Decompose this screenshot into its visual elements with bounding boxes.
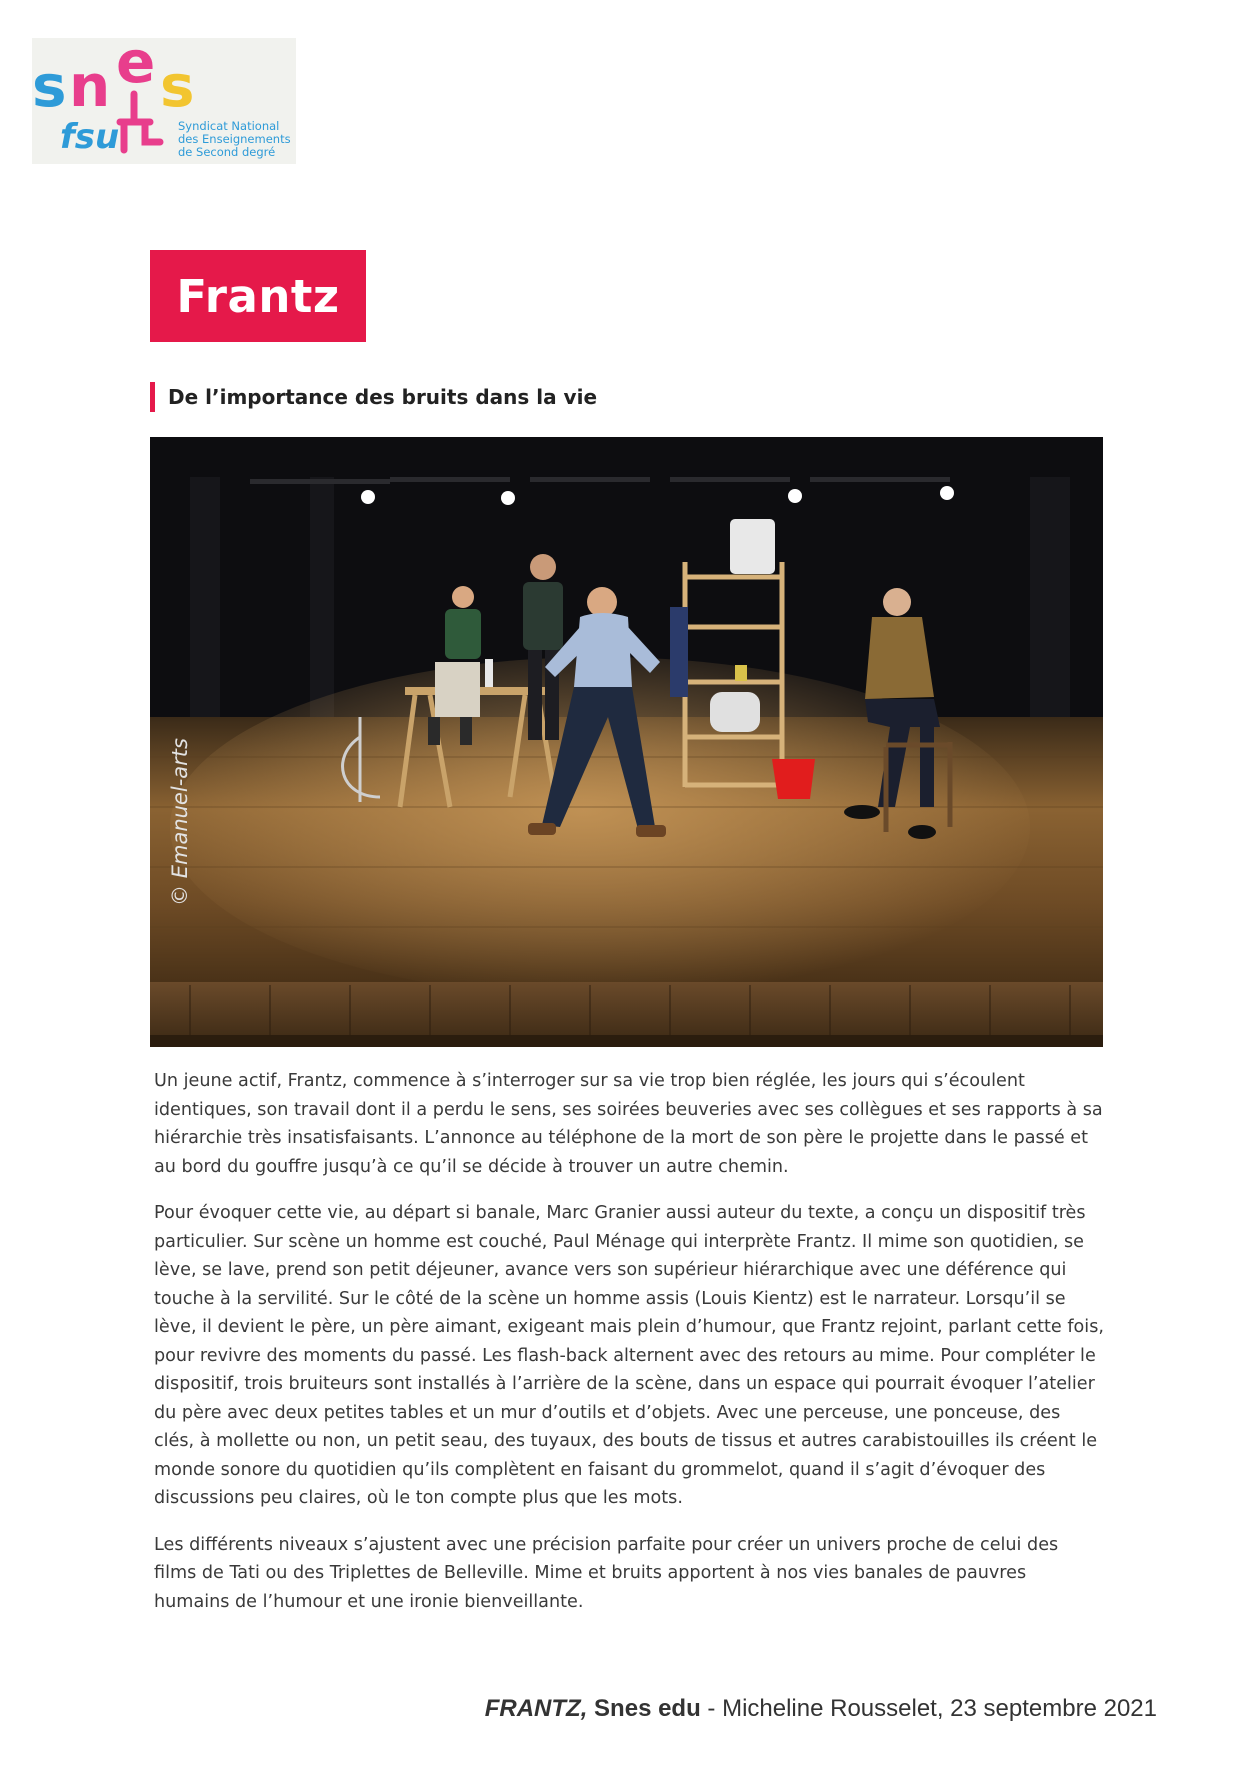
- footer-work-title: FRANTZ,: [484, 1695, 588, 1722]
- footer-separator: -: [700, 1695, 723, 1722]
- logo-letter-s2: s: [160, 52, 195, 120]
- article-paragraph-1: Un jeune actif, Frantz, commence à s’interroger sur sa vie trop bien réglée, les jours qui s’écoulent identiques, son travail dont il a perdu le sens, ses soirées beuveries avec ses collègues et ses rapports à sa hiérarchie très insatisfaisants. L’annonce au téléphone de la mort de son père le projette dans le passé et au bord du gouffre jusqu’à ce qu’il se décide à trouver un autre chemin.: [154, 1071, 1103, 1177]
- article-title: Frantz: [176, 269, 340, 323]
- snes-fsu-logo: [32, 38, 296, 164]
- red-bucket: [772, 759, 815, 799]
- logo-letter-e: e: [116, 38, 156, 96]
- logo-caption-1: Syndicat National: [178, 119, 280, 133]
- stage-scene: [150, 437, 1103, 1047]
- logo-graphic: [32, 38, 296, 164]
- logo-fsu: fsu: [60, 117, 120, 157]
- logo-letter-s: s: [32, 52, 67, 120]
- logo-figure: [120, 94, 160, 150]
- logo-caption-2: des Enseignements: [178, 132, 291, 146]
- footer-source: Snes edu: [594, 1695, 701, 1722]
- photo-credit-text: © Emanuel-arts: [168, 738, 192, 906]
- footer-author-date: Micheline Rousselet, 23 septembre 2021: [722, 1695, 1157, 1722]
- article-footer: [485, 1695, 1157, 1723]
- photo-credit: [150, 437, 210, 977]
- article-subtitle: De l’importance des bruits dans la vie: [150, 382, 597, 412]
- article-body: [154, 1067, 1104, 1634]
- article-title-box: [150, 250, 366, 342]
- stage-photo: [150, 437, 1103, 1047]
- logo-letter-n: n: [69, 52, 111, 120]
- article-paragraph-3: Les différents niveaux s’ajustent avec une précision parfaite pour créer un univers proche de celui des films de Tati ou des Triplettes de Belleville. Mime et bruits apportent à nos vies banales de pauvres humains de l’humour et une ironie bienveillante.: [154, 1534, 1059, 1612]
- logo-caption-3: de Second degré: [178, 145, 276, 159]
- article-paragraph-2: Pour évoquer cette vie, au départ si banale, Marc Granier aussi auteur du texte, a conçu un dispositif très particulier. Sur scène un homme est couché, Paul Ménage qui interprète Frantz. Il mime son quotidien, se lève, se lave, prend son petit déjeuner, avance vers son supérieur hiérarchique avec une déférence qui touche à la servilité. Sur le côté de la scène un homme assis (Louis Kientz) est le narrateur. Lorsqu’il se lève, il devient le père, un père aimant, exigeant mais plein d’humour, que Frantz rejoint, parlant cette fois, pour revivre des moments du passé. Les flash-back alternent avec des retours au mime. Pour compléter le dispositif, trois bruiteurs sont installés à l’arrière de la scène, dans un espace qui pourrait évoquer l’atelier du père avec deux petites tables et un mur d’outils et d’objets. Avec une perceuse, une ponceuse, des clés, à mollette ou non, un petit seau, des tuyaux, des bouts de tissus et autres carabistouilles ils créent le monde sonore du quotidien qu’ils complètent en faisant du grommelot, quand il s’agit d’évoquer des discussions peu claires, où le ton compte plus que les mots.: [154, 1203, 1104, 1508]
